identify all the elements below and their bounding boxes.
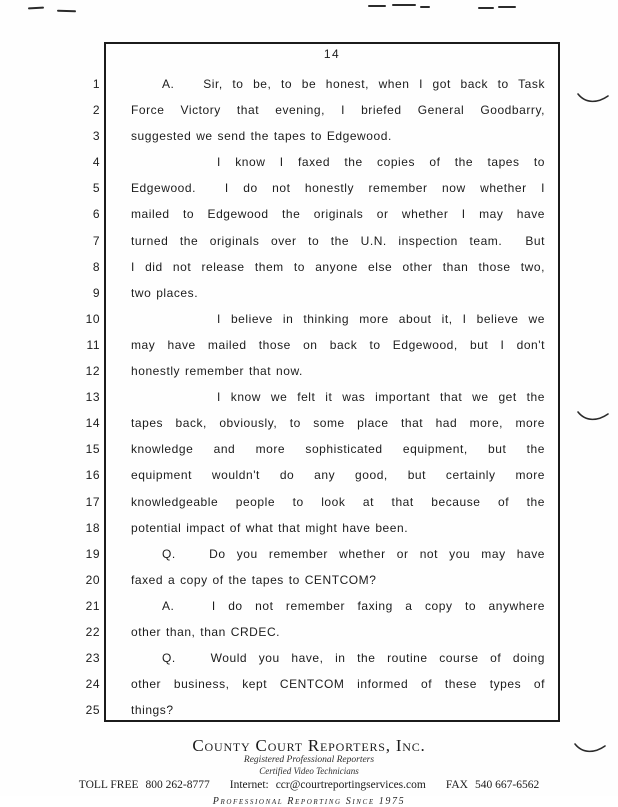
line-number: 24 — [85, 677, 100, 692]
line-text: I believe in thinking more about it, I believe we — [217, 311, 545, 326]
scan-mark — [478, 7, 494, 9]
transcript-line — [92, 71, 558, 97]
line-number: 2 — [92, 103, 100, 118]
company-name: County Court Reporters, Inc. — [192, 736, 426, 755]
line-text: Q. Would you have, in the routine course of doing — [162, 651, 545, 666]
line-text: other than, than CRDEC. — [131, 624, 281, 639]
fax-number: 540 667-6562 — [474, 779, 540, 791]
footer-motto: Professional Reporting Since 1975 — [212, 796, 406, 807]
transcript-line — [85, 541, 558, 567]
line-text: knowledgeable people to look at that because of the — [131, 494, 545, 509]
line-text: may have mailed those on back to Edgewood, but I don't — [131, 337, 545, 352]
line-number: 14 — [85, 416, 100, 431]
scan-mark — [368, 5, 386, 7]
line-number: 8 — [92, 259, 100, 274]
line-text: faxed a copy of the tapes to CENTCOM? — [131, 572, 377, 587]
line-number: 6 — [92, 207, 100, 222]
line-text: honestly remember that now. — [131, 364, 303, 379]
line-text: I did not release them to anyone else other than those two, — [131, 259, 545, 274]
transcript-line — [85, 358, 558, 384]
transcript-line — [92, 254, 558, 280]
line-text: tapes back, obviously, to some place that had more, more — [131, 416, 545, 431]
scan-mark — [57, 10, 76, 13]
transcript-line — [92, 149, 558, 175]
transcript-border-box — [85, 42, 560, 722]
fax-group — [446, 778, 539, 793]
line-number: 22 — [85, 624, 100, 639]
scan-curl-mark — [576, 408, 610, 424]
transcript-line — [92, 201, 558, 227]
line-number: 19 — [85, 546, 100, 561]
line-number: 15 — [85, 442, 100, 457]
transcript-lines — [85, 71, 558, 723]
transcript-line — [92, 280, 558, 306]
line-number: 23 — [85, 651, 100, 666]
transcript-line — [85, 593, 558, 619]
line-number: 4 — [92, 155, 100, 170]
transcript-line — [85, 436, 558, 462]
transcript-line — [92, 175, 558, 201]
line-number: 20 — [85, 572, 100, 587]
line-text: I know we felt it was important that we get the — [217, 390, 545, 405]
transcript-line — [85, 671, 558, 697]
line-number: 3 — [92, 129, 100, 144]
line-text: equipment wouldn't do any good, but certainly more — [131, 468, 545, 483]
scan-curl-mark — [576, 90, 610, 106]
line-text: suggested we send the tapes to Edgewood. — [131, 129, 392, 144]
transcript-line — [85, 619, 558, 645]
transcript-line — [85, 567, 558, 593]
transcript-line — [85, 697, 558, 723]
line-text: two places. — [131, 285, 199, 300]
footer-tagline-registered: Registered Professional Reporters — [243, 755, 375, 765]
line-number: 12 — [85, 364, 100, 379]
line-text: turned the originals over to the U.N. inspection team. But — [131, 233, 545, 248]
transcript-line — [85, 489, 558, 515]
line-text: Q. Do you remember whether or not you may have — [162, 546, 545, 561]
line-text: potential impact of what that might have been. — [131, 520, 409, 535]
line-text: knowledge and more sophisticated equipment, but the — [131, 442, 545, 457]
transcript-line — [85, 306, 558, 332]
transcript-line — [85, 410, 558, 436]
line-number: 18 — [85, 520, 100, 535]
footer-tagline-certified: Certified Video Technicians — [259, 766, 359, 776]
line-number: 9 — [92, 285, 100, 300]
line-number: 21 — [85, 598, 100, 613]
internet-label: Internet: — [229, 779, 269, 791]
scan-mark — [392, 4, 416, 6]
transcript-line — [85, 515, 558, 541]
line-number: 1 — [92, 77, 100, 91]
transcript-line — [85, 462, 558, 488]
line-number: 11 — [86, 337, 100, 352]
toll-free-label: TOLL FREE — [78, 779, 139, 791]
scan-mark — [28, 7, 44, 10]
line-text: Force Victory that evening, I briefed General Goodbarry, — [131, 103, 545, 118]
line-number: 17 — [85, 494, 100, 509]
line-number: 5 — [92, 181, 100, 196]
scan-mark — [498, 6, 516, 8]
transcript-line — [85, 384, 558, 410]
footer-contact-line — [0, 778, 618, 793]
line-text: other business, kept CENTCOM informed of these types of — [131, 677, 545, 692]
internet-address: ccr@courtreportingservices.com — [275, 779, 426, 791]
line-text: A. Sir, to be, to be honest, when I got back to Task — [162, 77, 545, 91]
line-number: 10 — [85, 311, 100, 326]
line-number: 13 — [85, 390, 100, 405]
internet-group — [230, 778, 426, 793]
line-text: I know I faxed the copies of the tapes to — [217, 155, 545, 170]
line-number: 25 — [85, 703, 100, 718]
transcript-line — [85, 645, 558, 671]
scan-mark — [420, 6, 430, 8]
line-text: mailed to Edgewood the originals or whether I may have — [131, 207, 545, 222]
toll-free-number: 800 262-8777 — [145, 779, 210, 791]
fax-label: FAX — [445, 779, 468, 791]
transcript-line — [92, 228, 558, 254]
footer — [0, 736, 618, 807]
line-text: things? — [131, 703, 174, 718]
line-number: 16 — [85, 468, 100, 483]
toll-free-group — [79, 778, 210, 793]
line-number: 7 — [92, 233, 100, 248]
transcript-line — [92, 123, 558, 149]
line-text: Edgewood. I do not honestly remember now whether I — [131, 181, 545, 196]
transcript-line — [92, 97, 558, 123]
page-number: 14 — [323, 47, 341, 61]
line-text: A. I do not remember faxing a copy to anywhere — [162, 598, 545, 613]
transcript-line — [86, 332, 558, 358]
